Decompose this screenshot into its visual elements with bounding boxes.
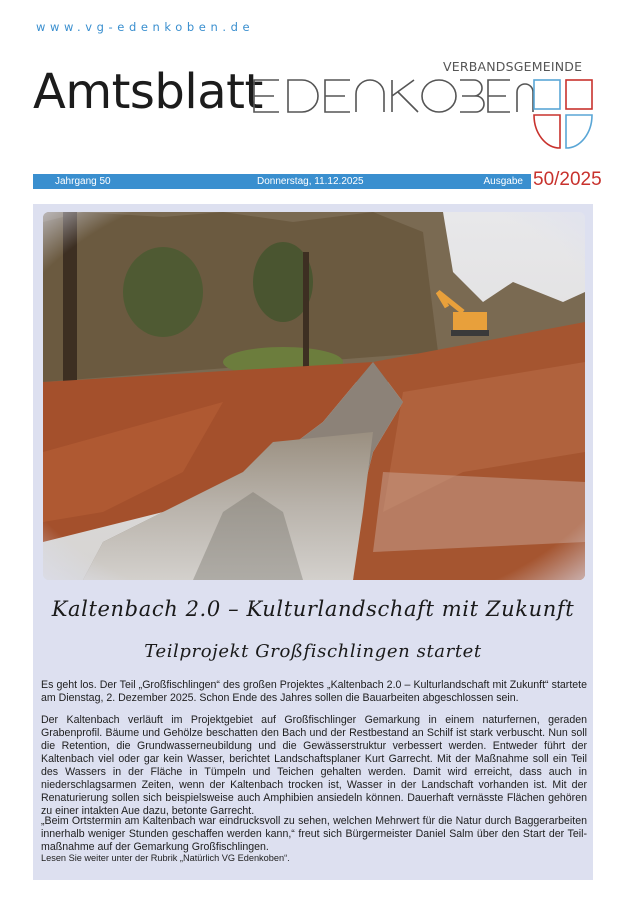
website-url[interactable]: www.vg-edenkoben.de (36, 20, 255, 34)
article-photo (43, 212, 585, 580)
publication-title: Amtsblatt (33, 64, 263, 120)
article-subheadline: Teilprojekt Großfischlingen startet (144, 641, 482, 662)
issue-number: 50/2025 (533, 169, 602, 190)
issue-date: Donnerstag, 11.12.2025 (257, 176, 364, 187)
issue-label: Ausgabe (483, 176, 523, 187)
logo-label: VERBANDSGEMEINDE (443, 59, 583, 74)
article-paragraph-body: Der Kaltenbach verläuft im Projektgebiet auf Großfischlinger Gemarkung in einem naturfernen, geraden Grabenprofil. Bäume und Gehölze beschatten den Bach und der Restbestand an Schilf ist stark verbuscht. Nun soll die Retention, die Grundwasserneubildung und die Gewässerstruktur verbessert werden. Entweder führt der Kaltenbach viel oder gar kein Wasser, berichtet Landschaftsplaner Kurt Garrecht. Mit der Maßnahme soll ein Teil des Wassers in der Fläche in Tümpeln und Teichen gehalten werden. Damit wird erreicht, dass auch in niederschlagsarmen Zeiten, wenn der Kaltenbach trocken ist, Wasser in der Landschaft vorhanden ist. Mit der Renaturierung sollen sich beispielsweise auch Amphibien ansiedeln können. Dauerhaft vernässte Flächen gehören zu einer intakten Aue dazu, betonte Garrecht. (41, 714, 587, 817)
article-paragraph-intro: Es geht los. Der Teil „Großfischlingen“ des großen Projektes „Kaltenbach 2.0 – Kulturlandschaft mit Zukunft“ startete am Dienstag, 2. Dezember 2025. Schon Ende des Jahres sollen die Bauarbeiten abgeschlossen sein. (41, 679, 587, 704)
crest-icon (533, 78, 593, 150)
volume-label: Jahrgang 50 (55, 176, 111, 187)
article-paragraph-quote: „Beim Ortstermin am Kaltenbach war eindrucksvoll zu sehen, welchen Mehrwert für die Natur durch Baggerarbeiten innerhalb weniger Stunden geschaffen werden kann,“ freut sich Bürgermeister Daniel Salm über den Start der Teilmaßnahme auf der Gemarkung Großfischlingen. (41, 815, 587, 853)
logo-wordmark (252, 78, 534, 119)
read-more-note: Lesen Sie weiter unter der Rubrik „Natürlich VG Edenkoben“. (41, 853, 290, 863)
article-panel (33, 204, 593, 880)
article-headline: Kaltenbach 2.0 – Kulturlandschaft mit Zukunft (51, 597, 575, 621)
info-bar (33, 174, 531, 189)
